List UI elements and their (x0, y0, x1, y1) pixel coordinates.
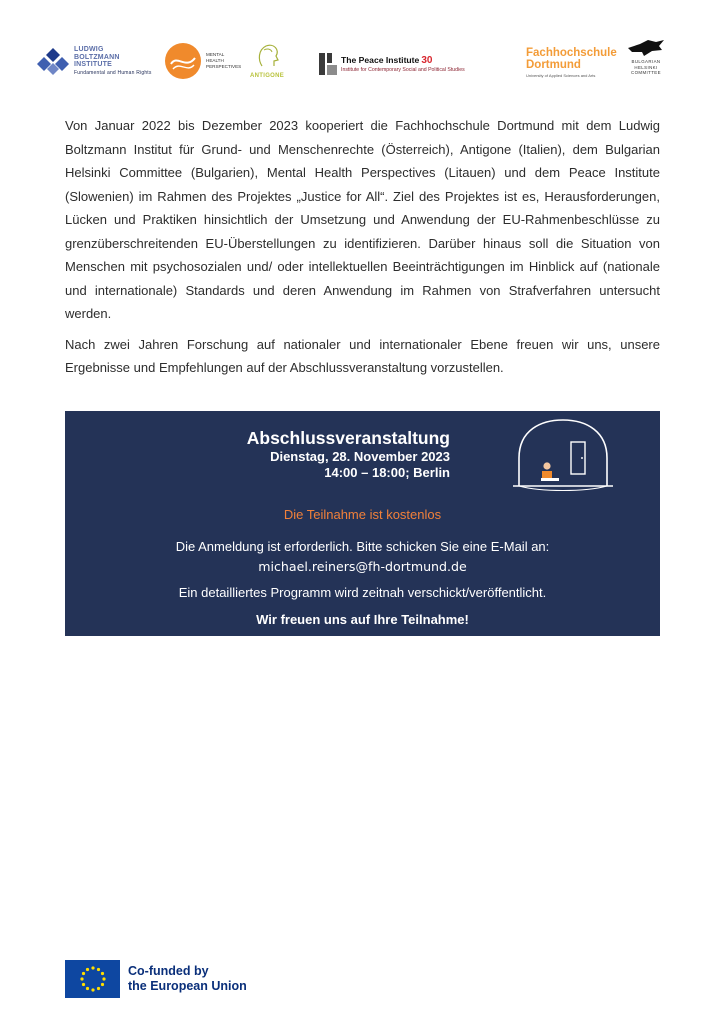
free-notice: Die Teilnahme ist kostenlos (283, 507, 442, 522)
peace-institute-30: 30 (421, 55, 433, 66)
pi-monogram-icon (318, 52, 338, 76)
registration-notice: Die Anmeldung ist erforderlich. Bitte schicken Sie eine E-Mail an: (175, 539, 550, 554)
peace-institute-subtitle: Institute for Contemporary Social and Political Studies (341, 67, 465, 73)
lbi-name-line1: LUDWIG (74, 46, 104, 53)
closing-line: Wir freuen uns auf Ihre Teilnahme! (256, 612, 469, 627)
eu-stars-icon (73, 964, 113, 994)
mhp-line2: HEALTH (206, 58, 224, 63)
event-time: 14:00 – 18:00; Berlin (324, 465, 450, 480)
bhc-line2: HELSINKI (634, 64, 658, 70)
event-box (65, 411, 660, 636)
bhc-logo (626, 38, 666, 76)
peace-institute-name: The Peace Institute (341, 55, 420, 65)
diamond-cluster-icon (36, 47, 70, 77)
antigone-name: ANTIGONE (250, 73, 285, 79)
fh-line2: Dortmund (526, 58, 581, 71)
event-date: Dienstag, 28. November 2023 (270, 449, 450, 464)
event-details (65, 507, 660, 629)
intro-paragraph: Von Januar 2022 bis Dezember 2023 kooperiert die Fachhochschule Dortmund mit dem Ludwig Boltzmann Institut für Grund- und Menschenrechte (Österreich), Antigone (Italien), dem Bulgarian Helsinki Committee (Bulgarien), Mental Health Perspectives (Litauen) und dem Peace Institute (Slowenien) im Rahmen des Projektes „Justice for All“. Ziel des Projektes ist es, Herausforderungen, Lücken und Praktiken hinsichtlich der Umsetzung und Anwendung der EU-Rahmenbeschlüsse zu grenzüberschreitenden EU-Überstellungen zu identifizieren. Darüber hinaus soll die Situation von Menschen mit psychosozialen und/ oder intellektuellen Beeinträchtigungen im Hinblick auf (nationale und internationale) Standards und deren Anwendung im Rahmen von Strafverfahren untersucht werden. (65, 118, 660, 321)
main-content (65, 114, 660, 380)
partner-logos (36, 38, 676, 90)
contact-email[interactable]: michael.reiners@fh-dortmund.de (258, 559, 467, 574)
mhp-line1: MENTAL (206, 52, 225, 57)
bhc-line1: BULGARIAN (631, 59, 661, 64)
event-header (247, 428, 450, 481)
fh-line1: Fachhochschule (526, 47, 617, 59)
lbi-name-line2: BOLTZMANN (74, 53, 120, 61)
glass-dome-person-icon (511, 414, 615, 496)
results-paragraph: Nach zwei Jahren Forschung auf nationaler und internationaler Ebene freuen wir uns, unsere Ergebnisse und Empfehlungen auf der Abschlussveranstaltung vorzustellen. (65, 336, 660, 375)
eu-line1: Co-funded by (128, 963, 209, 978)
head-profile-icon (252, 42, 282, 68)
event-title: Abschlussveranstaltung (246, 428, 450, 448)
eu-funding (65, 960, 247, 998)
fh-dortmund-logo (526, 48, 617, 78)
bird-icon (626, 38, 666, 58)
lbi-subtitle: Fundamental and Human Rights (74, 69, 152, 76)
lbi-name-line3: INSTITUTE (74, 61, 112, 68)
bhc-line3: COMMITTEE (631, 70, 661, 76)
fh-subtitle: University of Applied Sciences and Arts (526, 73, 596, 78)
peace-institute-logo (318, 52, 465, 76)
eu-flag-icon (65, 960, 120, 998)
program-notice: Ein detailliertes Programm wird zeitnah verschickt/veröffentlicht. (178, 585, 547, 600)
antigone-logo (250, 42, 284, 79)
mhp-line3: PERSPECTIVES (206, 64, 242, 69)
mhp-logo (164, 42, 241, 80)
eu-line2: the European Union (128, 979, 247, 993)
lbi-logo (36, 46, 152, 77)
orange-circle-icon (164, 42, 202, 80)
